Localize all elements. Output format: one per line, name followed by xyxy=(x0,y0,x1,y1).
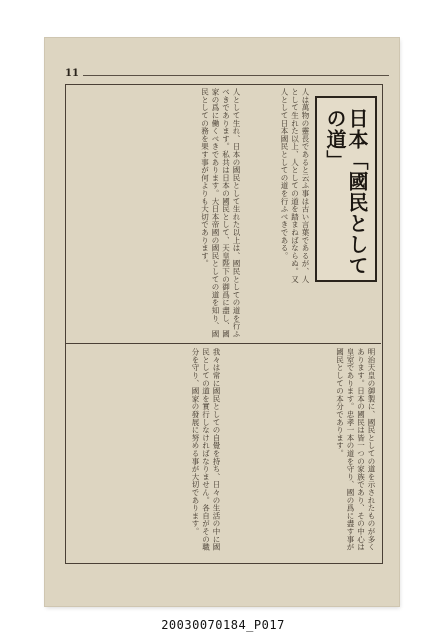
upper-body-text: 人として生れ、日本の國民として生れた以上は、國民としての道を行ふべきであります。私共は日本の國民として、天皇陛下の御爲に盡し、國家の爲に働くべきであります。大日本帝國の國民としての道を知り、國民としての務を果す事が何よりも大切であります。 xyxy=(200,88,241,338)
lower-left-text: 我々は常に國民としての自覺を持ち、日々の生活の中に國民としての道を實行しなければなりません。各自がその職分を守り、國家の發展に努める事が大切であります。 xyxy=(191,348,221,551)
title-box xyxy=(315,96,377,282)
section-divider xyxy=(65,343,381,344)
lower-right-text: 明治天皇の御製に、國民としての道を示されたものが多くあります。日本の國民は皆一つの家族であり、その中心は皇室であります。忠孝一本の道を守り、國の爲に盡す事が國民としての本分であります。 xyxy=(335,348,376,551)
article-title: 日本「國民としての道」 xyxy=(323,108,369,276)
page-number: 11 xyxy=(65,68,79,79)
document-page xyxy=(45,38,399,606)
header-rule xyxy=(83,75,389,76)
intro-text: 人は萬物の靈長であると云ふ事は古い言葉であるが、人として生れた以上、人としての道を踏まねばならぬ。又人として日本國民としての道を行ふべきである。 xyxy=(280,88,310,283)
catalog-id: 20030070184_P017 xyxy=(161,618,285,632)
